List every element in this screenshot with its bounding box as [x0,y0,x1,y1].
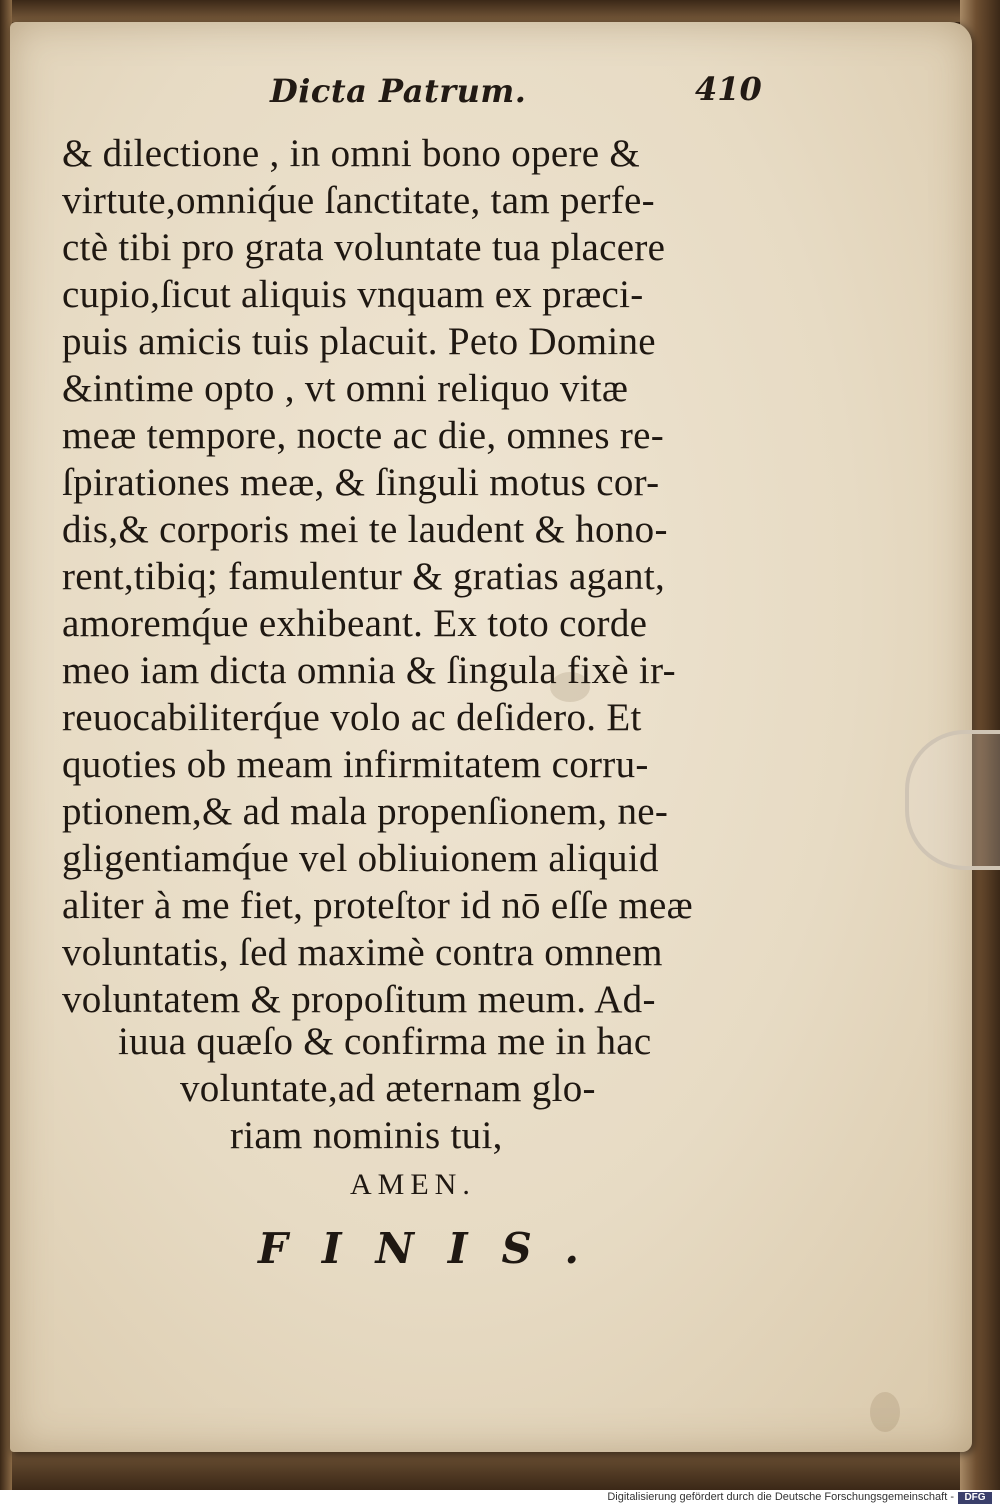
amen-line: AMEN. [350,1168,476,1201]
text-line: quoties ob meam infirmitatem corru- [62,743,649,786]
dfg-logo: DFG [958,1492,992,1504]
finis-line: FINIS. [258,1224,613,1273]
text-line: reuocabiliterq́ue volo ac deſidero. Et [62,696,642,739]
footer-bar [0,1490,1000,1507]
text-line: meæ tempore, nocte ac die, omnes re- [62,414,665,457]
paper-stain [870,1392,900,1432]
text-line: ctè tibi pro grata voluntate tua placere [62,226,666,269]
text-line: virtute,omniq́ue ſanctitate, tam perfe- [62,179,655,222]
closing-line: riam nominis tui, [230,1114,503,1157]
running-head: Dicta Patrum. [270,72,527,110]
text-line: cupio,ſicut aliquis vnquam ex præci- [62,273,644,316]
text-line: rent,tibiq; famulentur & gratias agant, [62,555,666,598]
text-line: & dilectione , in omni bono opere & [62,132,641,175]
text-line: ſpirationes meæ, & ſinguli motus cor- [62,461,660,504]
text-line: voluntatem & propoſitum meum. Ad- [62,978,656,1021]
funding-credit: Digitalisierung gefördert durch die Deutsche Forschungsgemeinschaft - [607,1491,954,1503]
text-line: meo iam dicta omnia & ſingula fixè ir- [62,649,676,692]
text-line: ptionem,& ad mala propenſionem, ne- [62,790,669,833]
page-number: 410 [695,70,762,108]
body-text [62,130,782,1023]
text-line: dis,& corporis mei te laudent & hono- [62,508,668,551]
closing-line: iuua quæſo & confirma me in hac [118,1020,652,1063]
text-line: voluntatis, ſed maximè contra omnem [62,931,663,974]
binding-top-edge [0,0,1000,22]
closing-text [0,1018,1000,1159]
closing-line: voluntate,ad æternam glo- [180,1067,596,1110]
text-line: amoremq́ue exhibeant. Ex toto corde [62,602,648,645]
text-line: puis amicis tuis placuit. Peto Domine [62,320,656,363]
book-clasp [905,730,1000,870]
text-line: &intime opto , vt omni reliquo vitæ [62,367,629,410]
text-line: aliter à me fiet, proteſtor id nō eſſe meæ [62,884,693,927]
text-line: gligentiamq́ue vel obliuionem aliquid [62,837,659,880]
